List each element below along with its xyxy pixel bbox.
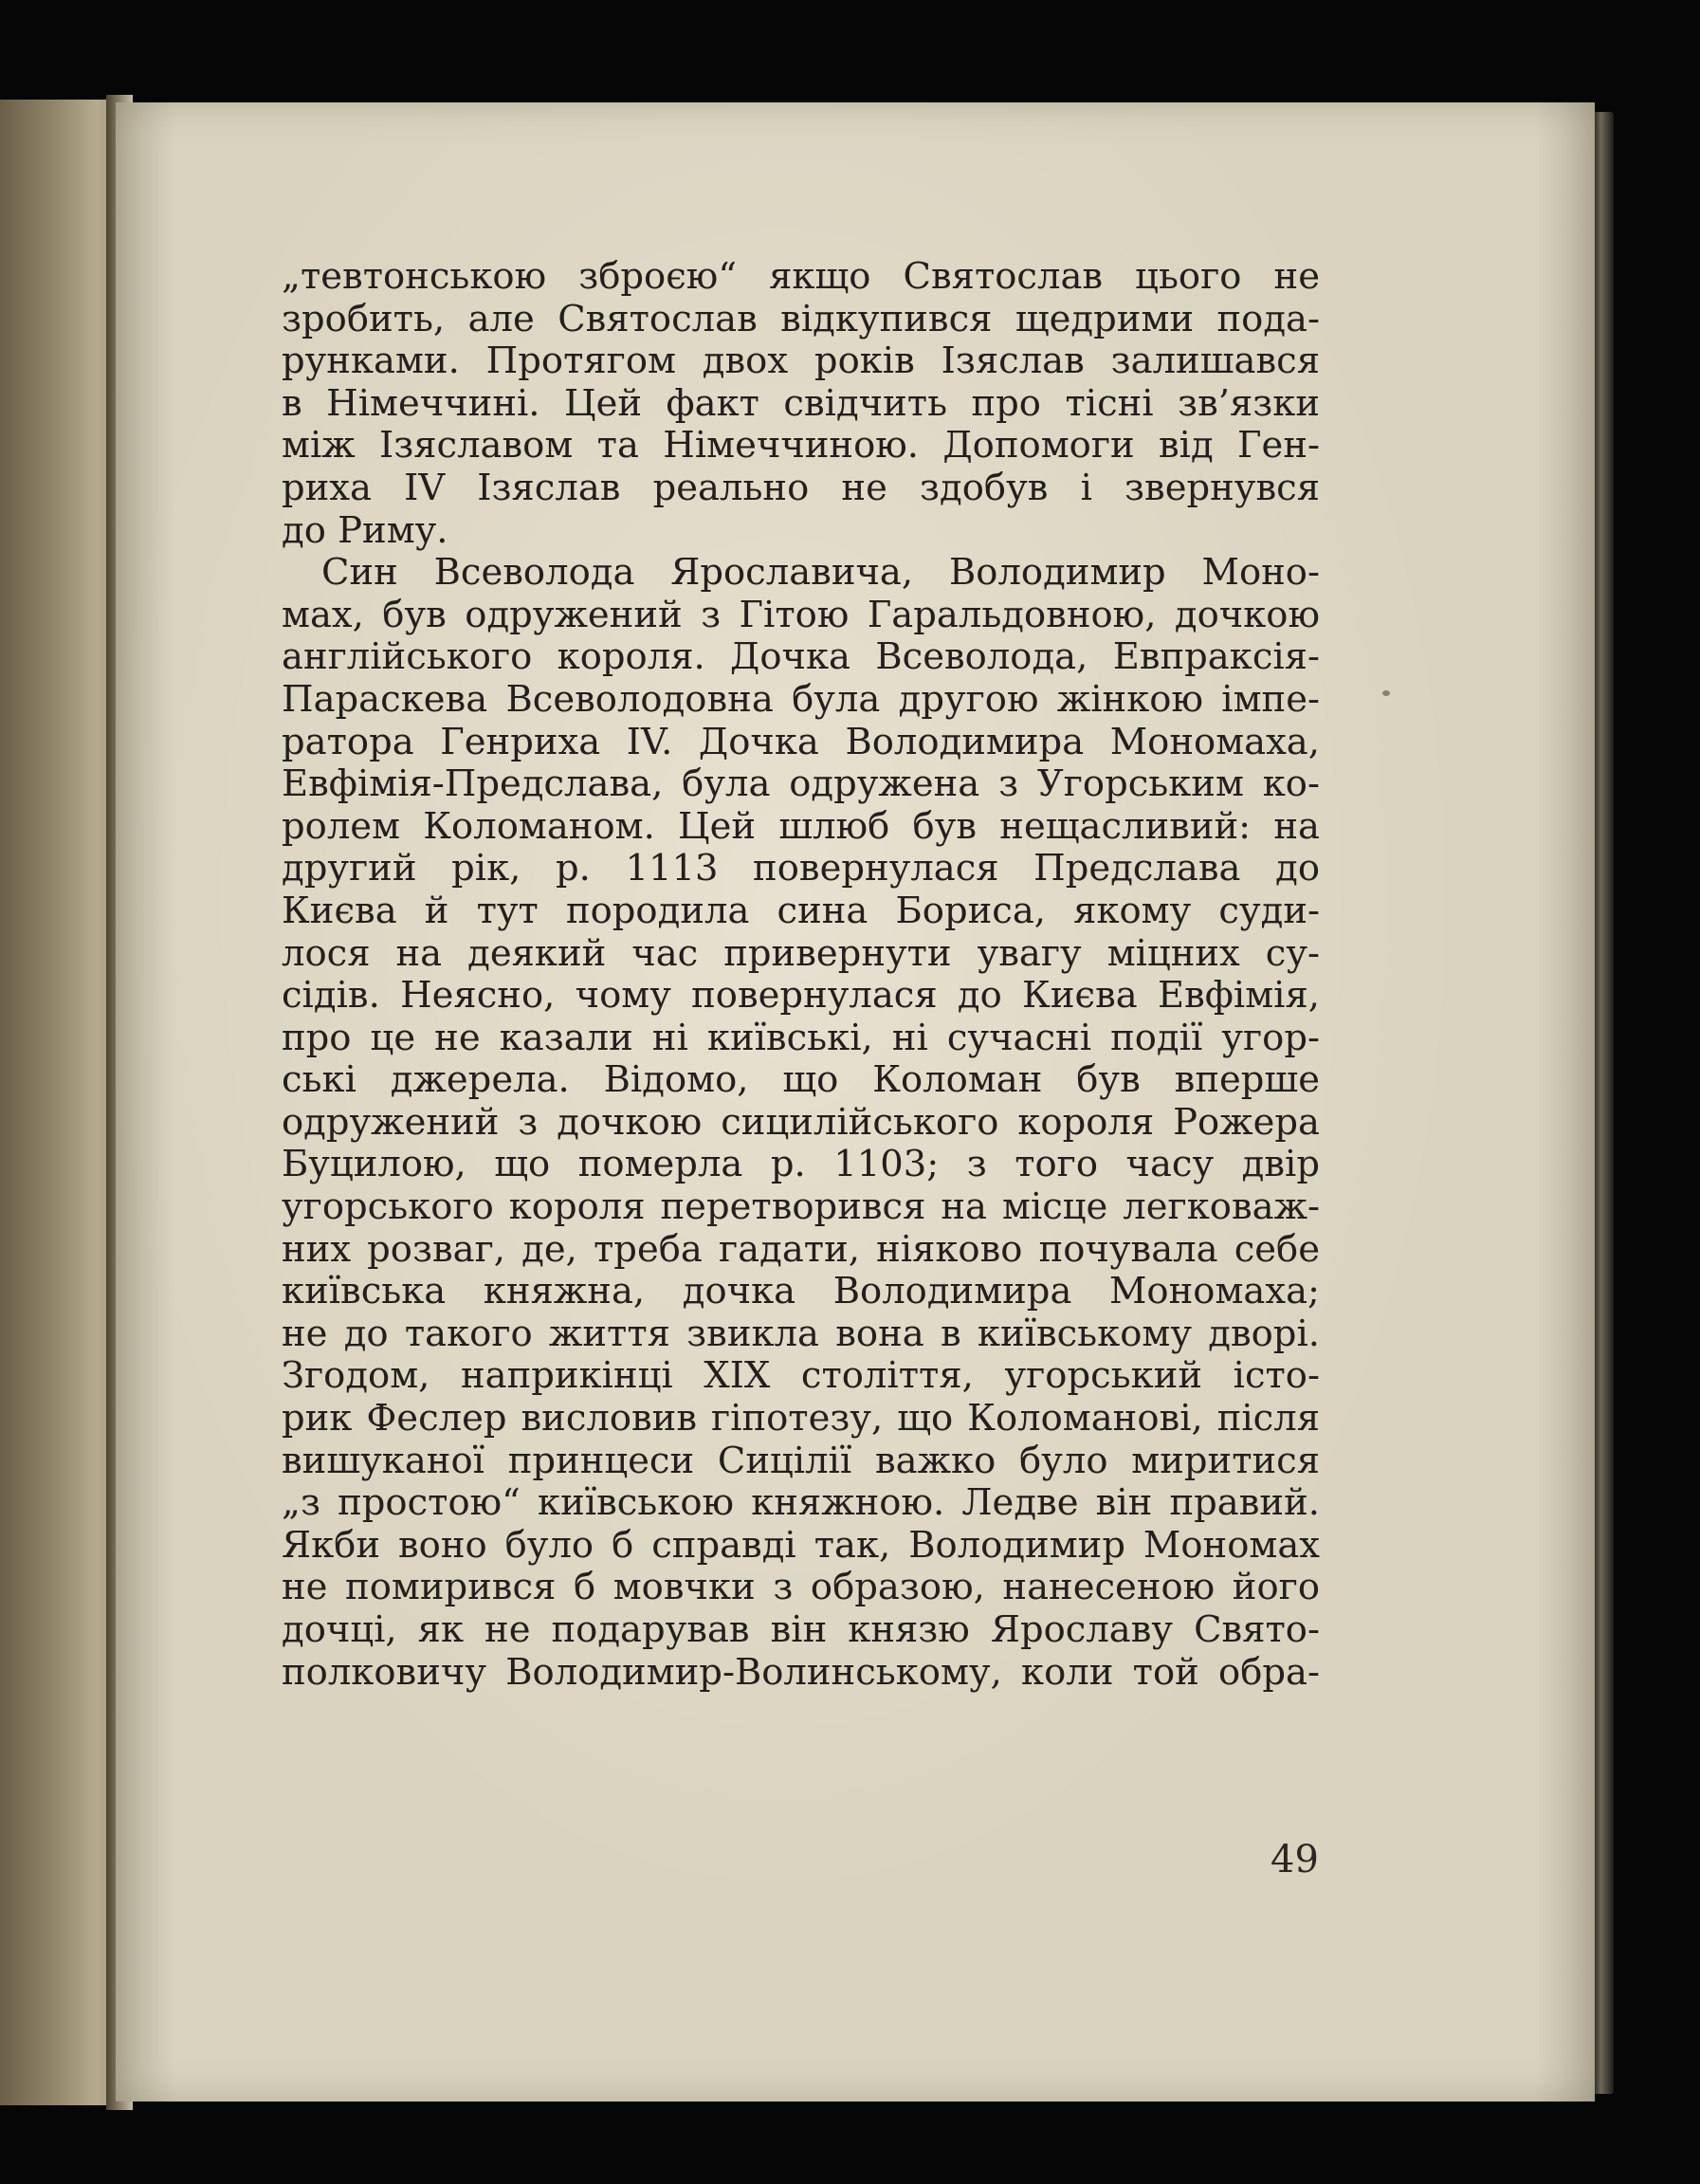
text-line: мах, був одружений з Гітою Гаральдовною, дочкою	[282, 593, 1320, 636]
text-line: „тевтонською зброєю“ якщо Святослав цього не	[282, 255, 1320, 298]
text-line: вишуканої принцеси Сицілії важко було миритися	[282, 1439, 1320, 1482]
text-line: угорського короля перетворився на місце легковаж-	[282, 1185, 1320, 1229]
text-line: Параскева Всеволодовна була другою жінкою імпе-	[282, 677, 1320, 721]
text-line: англійського короля. Дочка Всеволода, Евпраксія-	[282, 635, 1320, 679]
text-line: одружений з дочкою сицилійського короля Рожера	[282, 1100, 1320, 1144]
text-line: Син Всеволода Ярославича, Володимир Моно-	[321, 551, 1320, 595]
text-line: не до такого життя звикла вона в київському дворі.	[282, 1312, 1320, 1355]
text-line: ролем Коломаном. Цей шлюб був нещасливий: на	[282, 804, 1320, 848]
text-line: сідів. Неясно, чому повернулася до Києва Евфімія,	[282, 974, 1320, 1018]
body-text	[282, 256, 1320, 1694]
text-line: полковичу Володимир-Волинському, коли той обра-	[282, 1650, 1320, 1694]
text-line: ські джерела. Відомо, що Коломан був вперше	[282, 1058, 1320, 1102]
text-line: Згодом, наприкінці XIX століття, угорський істо-	[282, 1354, 1320, 1398]
text-line: Якби воно було б справді так, Володимир Мономах	[282, 1523, 1320, 1567]
text-line: них розваг, де, треба гадати, ніяково почувала себе	[282, 1227, 1320, 1271]
text-line: Києва й тут породила сина Бориса, якому суди-	[282, 889, 1320, 932]
text-line: рик Феслер висловив гіпотезу, що Коломанові, після	[282, 1397, 1320, 1441]
text-line: зробить, але Святослав відкупився щедрими пода-	[282, 297, 1320, 340]
previous-page-edge	[0, 100, 114, 2105]
text-line: риха IV Ізяслав реально не здобув і звернувся	[282, 466, 1320, 509]
text-line: другий рік, р. 1113 повернулася Предслава до	[282, 847, 1320, 890]
page-number: 49	[1270, 1838, 1319, 1881]
text-line: „з простою“ київською княжною. Ледве він правий.	[282, 1481, 1320, 1525]
text-line: ратора Генриха IV. Дочка Володимира Мономаха,	[282, 720, 1320, 763]
text-line: Евфімія-Предслава, була одружена з Угорським ко-	[282, 762, 1320, 806]
text-line: в Німеччині. Цей факт свідчить про тісні зв’язки	[282, 381, 1320, 425]
text-line: київська княжна, дочка Володимира Мономаха;	[282, 1270, 1320, 1313]
text-line: лося на деякий час привернути увагу міцних су-	[282, 931, 1320, 975]
text-line: до Риму.	[282, 508, 448, 552]
text-line: між Ізяславом та Німеччиною. Допомоги від Ген-	[282, 424, 1320, 468]
text-line: рунками. Протягом двох років Ізяслав залишався	[282, 340, 1320, 383]
text-line: про це не казали ні київські, ні сучасні події угор-	[282, 1016, 1320, 1059]
text-line: Буцилою, що померла р. 1103; з того часу двір	[282, 1143, 1320, 1186]
paper-speck	[1382, 690, 1390, 696]
text-line: дочці, як не подарував він князю Ярославу Свято-	[282, 1608, 1320, 1651]
text-line: не помирився б мовчки з образою, нанесеною його	[282, 1566, 1320, 1609]
